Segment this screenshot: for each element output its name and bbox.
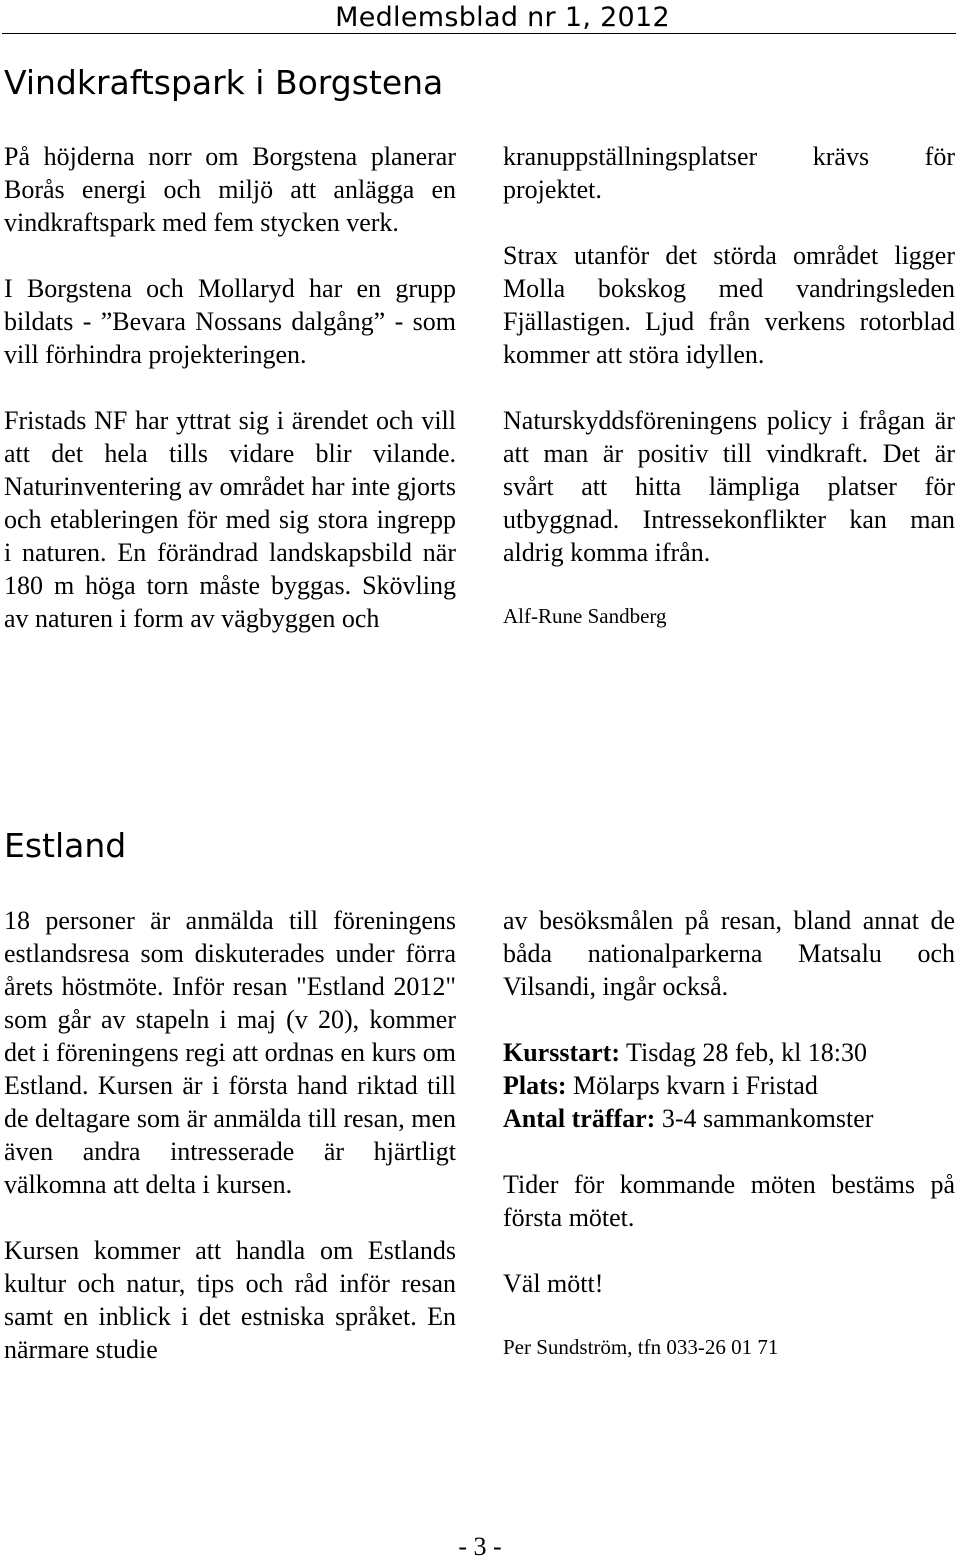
course-meetings-label: Antal träffar: xyxy=(503,1104,656,1133)
article2-paragraph: av besöksmålen på resan, bland annat de båda nationalparkerna Matsalu och Vilsandi, ingår också. xyxy=(503,906,955,1001)
article-title-vindkraftspark: Vindkraftspark i Borgstena xyxy=(4,63,444,102)
article2-paragraph: 18 personer är anmälda till föreningens estlandsresa som diskuterades under förra årets höstmöte. Inför resan "Estland 2012" som går av stapeln i maj (v 20), kommer det i föreningens regi att ordnas en kurs om Estland. Kursen är i första hand riktad till de deltagare som är anmälda till resan, men även andra intresserade är hjärtligt välkomna att delta i kursen. xyxy=(4,906,456,1199)
course-info-line xyxy=(503,1069,955,1102)
article2-paragraph: Tider för kommande möten bestäms på första mötet. xyxy=(503,1170,955,1232)
header-rule xyxy=(2,33,956,34)
article2-paragraph: Kursen kommer att handla om Estlands kultur och natur, tips och råd inför resan samt en inblick i det estniska språket. En närmare studie xyxy=(4,1236,456,1364)
article2-column-1 xyxy=(4,904,456,1366)
course-place-label: Plats: xyxy=(503,1071,567,1100)
article-title-estland: Estland xyxy=(4,826,127,865)
article1-paragraph: Naturskyddsföreningens policy i frågan är att man är positiv till vindkraft. Det är svårt att hitta lämpliga platser för utbyggnad. Intressekonflikter kan man aldrig komma ifrån. xyxy=(503,406,955,567)
article1-paragraph: kranuppställningsplatser krävs för projektet. xyxy=(503,142,955,204)
course-meetings-value: 3-4 sammankomster xyxy=(655,1104,874,1133)
course-info-line xyxy=(503,1036,955,1069)
course-start-label: Kursstart: xyxy=(503,1038,620,1067)
running-header: Medlemsblad nr 1, 2012 xyxy=(335,2,670,33)
article2-signature: Per Sundström, tfn 033-26 01 71 xyxy=(503,1335,779,1359)
course-place-value: Mölarps kvarn i Fristad xyxy=(566,1071,818,1100)
page-number: - 3 - xyxy=(458,1532,502,1561)
article2-column-2 xyxy=(503,904,955,1361)
article1-paragraph: I Borgstena och Mollaryd har en grupp bildats - ”Bevara Nossans dalgång” - som vill förhindra projekteringen. xyxy=(4,274,456,369)
course-start-value: Tisdag 28 feb, kl 18:30 xyxy=(619,1038,868,1067)
article1-column-2 xyxy=(503,140,955,630)
course-info-line xyxy=(503,1102,955,1135)
article1-signature: Alf-Rune Sandberg xyxy=(503,604,667,628)
article1-paragraph: Fristads NF har yttrat sig i ärendet och vill att det hela tills vidare blir vilande. Naturinventering av området har inte gjorts och etableringen för med sig stora ingrepp i naturen. En förändrad landskapsbild när 180 m höga torn måste byggas. Skövling av naturen i form av vägbyggen och xyxy=(4,406,456,633)
article1-paragraph: Strax utanför det störda området ligger Molla bokskog med vandringsleden Fjällastigen. Ljud från verkens rotorblad kommer att störa idyllen. xyxy=(503,241,955,369)
article1-paragraph: På höjderna norr om Borgstena planerar Borås energi och miljö att anlägga en vindkraftspark med fem stycken verk. xyxy=(4,142,456,237)
article2-paragraph: Väl mött! xyxy=(503,1269,604,1298)
article1-column-1 xyxy=(4,140,456,635)
